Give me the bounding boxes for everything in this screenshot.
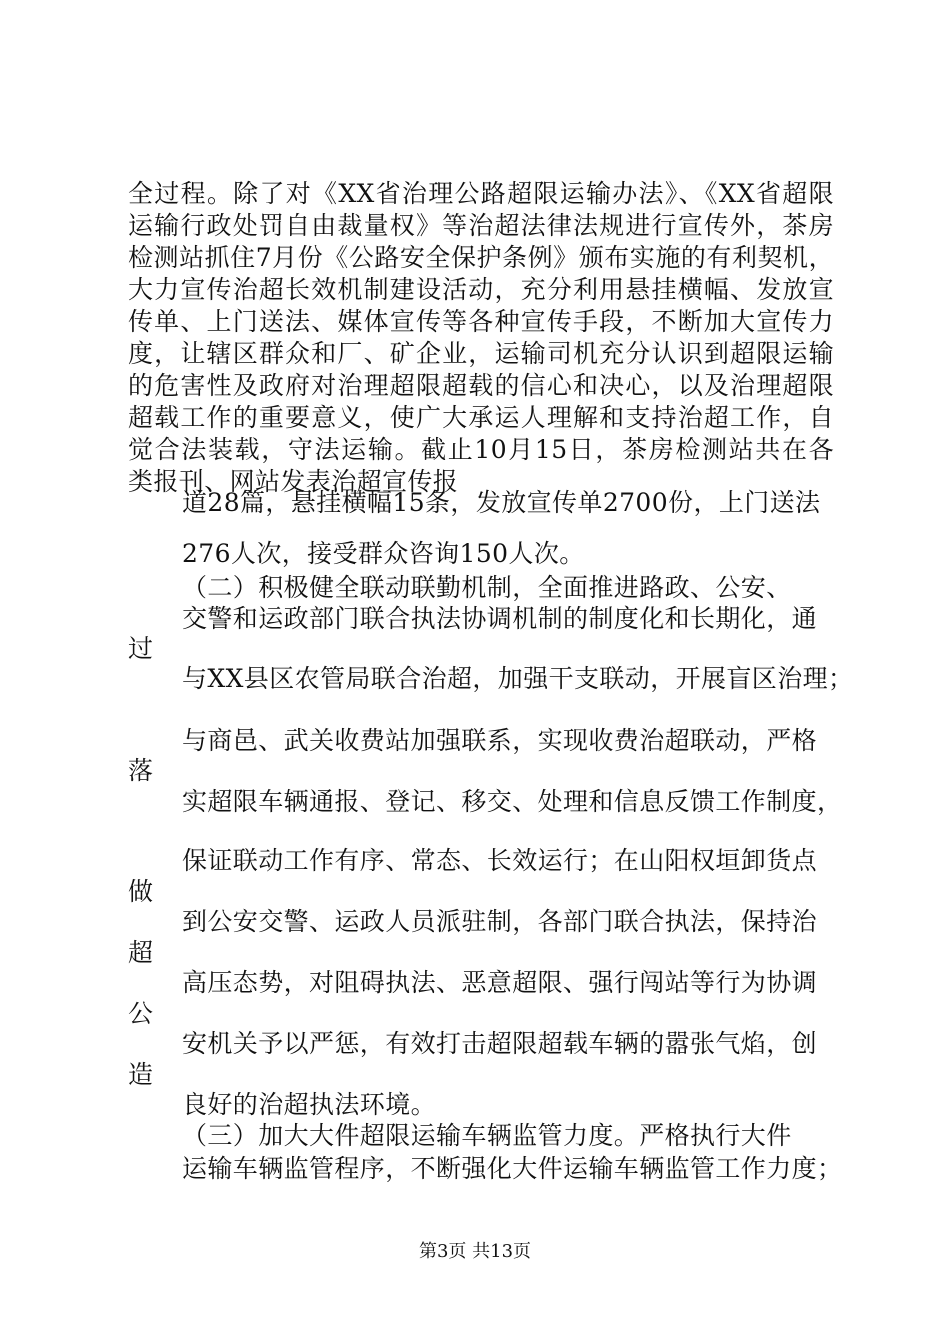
- text-line: 超载工作的重要意义，使广大承运人理解和支持治超工作，自: [128, 403, 834, 432]
- text-line: 做: [128, 877, 154, 906]
- text-line: 超: [128, 938, 154, 967]
- text-line: 传单、上门送法、媒体宣传等各种宣传手段，不断加大宣传力: [128, 307, 834, 336]
- text-line: （三）加大大件超限运输车辆监管力度。严格执行大件: [182, 1121, 792, 1150]
- text-line: 度，让辖区群众和厂、矿企业，运输司机充分认识到超限运输: [128, 339, 834, 368]
- text-line: 运输车辆监管程序，不断强化大件运输车辆监管工作力度；: [182, 1154, 843, 1183]
- text-line: 全过程。除了对《XX省治理公路超限运输办法》、《XX省超限: [128, 179, 834, 208]
- text-line: 实超限车辆通报、登记、移交、处理和信息反馈工作制度，: [182, 787, 843, 816]
- text-line: 造: [128, 1060, 154, 1089]
- text-line: 觉合法装载，守法运输。截止10月15日，茶房检测站共在各: [128, 435, 834, 464]
- text-line: （二）积极健全联动联勤机制，全面推进路政、公安、: [182, 573, 792, 602]
- text-line: 检测站抓住7月份《公路安全保护条例》颁布实施的有利契机，: [128, 243, 834, 272]
- text-line: 落: [128, 756, 154, 785]
- text-line: 276人次，接受群众咨询150人次。: [182, 539, 585, 568]
- text-line: 与商邑、武关收费站加强联系，实现收费治超联动，严格: [182, 726, 818, 755]
- page-number: 第3页 共13页: [418, 1241, 532, 1262]
- text-line: 保证联动工作有序、常态、长效运行；在山阳权垣卸货点: [182, 846, 818, 875]
- text-line: 类报刊、网站发表治超宣传报: [128, 467, 459, 496]
- text-line: 公: [128, 999, 154, 1028]
- text-line: 大力宣传治超长效机制建设活动，充分利用悬挂横幅、发放宣: [128, 275, 834, 304]
- text-line: 道28篇，悬挂横幅15条，发放宣传单2700份，上门送法: [182, 488, 821, 517]
- text-line: 过: [128, 634, 154, 663]
- text-line: 的危害性及政府对治理超限超载的信心和决心，以及治理超限: [128, 371, 834, 400]
- text-line: 安机关予以严惩，有效打击超限超载车辆的嚣张气焰，创: [182, 1029, 818, 1058]
- text-line: 高压态势，对阻碍执法、恶意超限、强行闯站等行为协调: [182, 968, 818, 997]
- text-line: 运输行政处罚自由裁量权》等治超法律法规进行宣传外，茶房: [128, 211, 834, 240]
- text-line: 到公安交警、运政人员派驻制，各部门联合执法，保持治: [182, 907, 818, 936]
- text-line: 良好的治超执法环境。: [182, 1090, 437, 1119]
- text-line: 与XX县区农管局联合治超，加强干支联动，开展盲区治理；: [182, 664, 854, 693]
- text-line: 交警和运政部门联合执法协调机制的制度化和长期化，通: [182, 604, 818, 633]
